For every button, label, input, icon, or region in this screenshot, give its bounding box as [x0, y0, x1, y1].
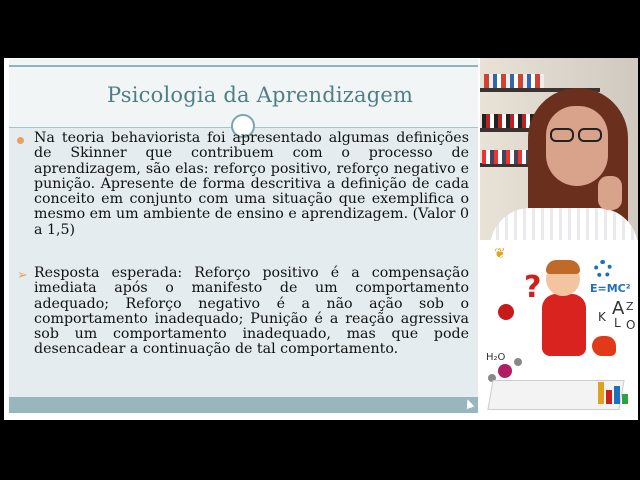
apple-icon [498, 304, 514, 320]
answer-arrow-bullet-icon: ➢ [17, 268, 28, 283]
gear-icon [594, 260, 612, 278]
h2o-label: H₂O [486, 352, 506, 363]
slide-footer-bar [9, 397, 478, 413]
question-mark-icon: ? [524, 270, 542, 305]
presenter-webcam [480, 58, 638, 240]
slide-title: Psicologia da Aprendizagem [107, 83, 414, 107]
letter-k: K [598, 310, 606, 324]
open-book-icon [487, 380, 624, 410]
child-figure [542, 294, 586, 356]
molecule-icon [498, 364, 512, 378]
letter-o: O [626, 318, 636, 332]
letter-l: L [614, 316, 621, 330]
answer-text: Resposta esperada: Reforço positivo é a compensação imediata após o manifesto de um comportamento adequado; Reforço negativo é a não ação sob o comportamento inadequado; Punição é a reação agressiva sob um comportamento inadequado, mas que pode desencadear a continuação de tal comportamento. [34, 265, 469, 358]
learning-illustration [480, 240, 638, 418]
glasses-icon [548, 128, 606, 142]
question-text: Na teoria behaviorista foi apresentado algumas definições de Skinner que contribuem com o processo de aprendizagem, são elas: reforço positivo, reforço negativo e punição. Apresente de forma descritiva a definição de cada conceito em conjunto com uma situação que exemplifica o mesmo em um ambiente de ensino e aprendizagem. (Valor 0 a 1,5) [34, 130, 469, 238]
formula-label: E=MC² [590, 282, 631, 295]
question-bullet-icon [17, 137, 24, 144]
butterfly-icon: ❦ [494, 246, 506, 262]
title-divider-top [9, 65, 478, 67]
parrot-icon [592, 336, 616, 356]
letter-z: Z [626, 300, 634, 313]
letter-a: A [612, 298, 625, 319]
